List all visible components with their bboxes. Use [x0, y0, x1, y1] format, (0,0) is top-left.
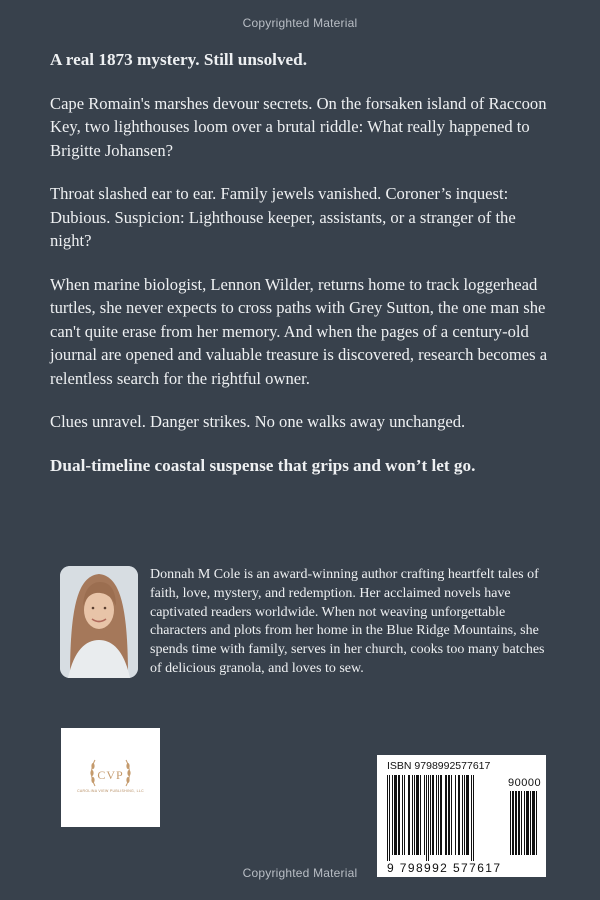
barcode-bar	[398, 775, 400, 855]
barcode-bar	[389, 775, 390, 861]
barcode-bar	[420, 775, 421, 855]
barcode-bar	[387, 775, 388, 861]
logo-initials: CVP	[97, 768, 124, 782]
barcode-bar	[524, 791, 525, 855]
tagline: A real 1873 mystery. Still unsolved.	[50, 50, 308, 69]
barcode-bar	[510, 791, 511, 855]
author-portrait-illustration	[60, 566, 138, 678]
barcode-bar	[438, 775, 439, 855]
barcode-bar	[412, 775, 413, 855]
barcode-bar	[471, 775, 472, 861]
barcode-bar	[466, 775, 469, 855]
barcode-bar	[464, 775, 465, 855]
barcode-bar	[430, 775, 431, 855]
barcode-bar	[414, 775, 415, 855]
barcode-bar	[416, 775, 419, 855]
barcode-bar	[448, 775, 450, 855]
blurb-paragraph-3: When marine biologist, Lennon Wilder, returns home to track loggerhead turtles, she never expects to cross paths with Grey Sutton, the one man she can't quite erase from her memory. And when the pages of a century-old journal are opened and valuable treasure is discovered, research becomes a relentless search for the rightful owner.	[50, 274, 548, 388]
barcode-bar	[394, 775, 397, 855]
isbn-barcode	[377, 755, 546, 877]
barcode-bar	[440, 775, 442, 855]
ean-barcode-bars	[387, 775, 505, 863]
barcode-bar	[530, 791, 531, 855]
barcode-bar	[455, 775, 456, 855]
barcode-bar	[473, 775, 474, 861]
barcode-bar	[532, 791, 535, 855]
watermark-top: Copyrighted Material	[242, 16, 358, 30]
barcode-bar	[518, 791, 520, 855]
isbn-label: ISBN 9798992577617	[387, 760, 491, 772]
barcode-bar	[402, 775, 403, 855]
barcode-bar	[462, 775, 463, 855]
barcode-bar	[526, 791, 529, 855]
barcode-bar	[515, 791, 517, 855]
isbn-digits: 9 798992 577617	[387, 861, 502, 875]
barcode-bar	[436, 775, 437, 855]
blurb-paragraph-1: Cape Romain's marshes devour secrets. On the forsaken island of Raccoon Key, two lighthouses loom over a brutal riddle: What really happened to Brigitte Johansen?	[50, 93, 547, 160]
barcode-bar	[392, 775, 393, 855]
barcode-bar	[458, 775, 460, 855]
barcode-bar	[404, 775, 405, 855]
publisher-logo	[61, 728, 160, 827]
blurb-paragraph-2: Throat slashed ear to ear. Family jewels vanished. Coroner’s inquest: Dubious. Suspicion: Lighthouse keeper, assistants, or a stranger of the night?	[50, 184, 516, 250]
barcode-bar	[536, 791, 537, 855]
back-cover-blurb	[50, 48, 555, 497]
barcode-bar	[451, 775, 452, 855]
barcode-bar	[521, 791, 522, 855]
barcode-bar	[512, 791, 514, 855]
barcode-bar	[445, 775, 447, 855]
author-photo	[60, 566, 138, 678]
blurb-paragraph-4: Clues unravel. Danger strikes. No one walks away unchanged.	[50, 412, 466, 431]
barcode-bar	[432, 775, 434, 855]
barcode-bar	[424, 775, 425, 855]
barcode-bar	[426, 775, 427, 861]
barcode-bar	[428, 775, 429, 861]
logo-publisher-name: CAROLINA VIEW PUBLISHING, LLC	[77, 789, 144, 793]
closing-line: Dual-timeline coastal suspense that grips and won’t let go.	[50, 455, 476, 475]
barcode-bar	[408, 775, 410, 855]
price-addon-barcode-bars	[510, 791, 540, 861]
author-bio: Donnah M Cole is an award-winning author crafting heartfelt tales of faith, love, mystery, and redemption. Her acclaimed novels have captivated readers worldwide. When not weaving unforgettable characters and plots from her home in the Blue Ridge Mountains, she spends time with family, serves in her church, cooks too many batches of delicious granola, and loves to sew.	[150, 567, 545, 676]
price-code: 90000	[508, 777, 542, 789]
watermark-bottom: Copyrighted Material	[242, 866, 358, 880]
